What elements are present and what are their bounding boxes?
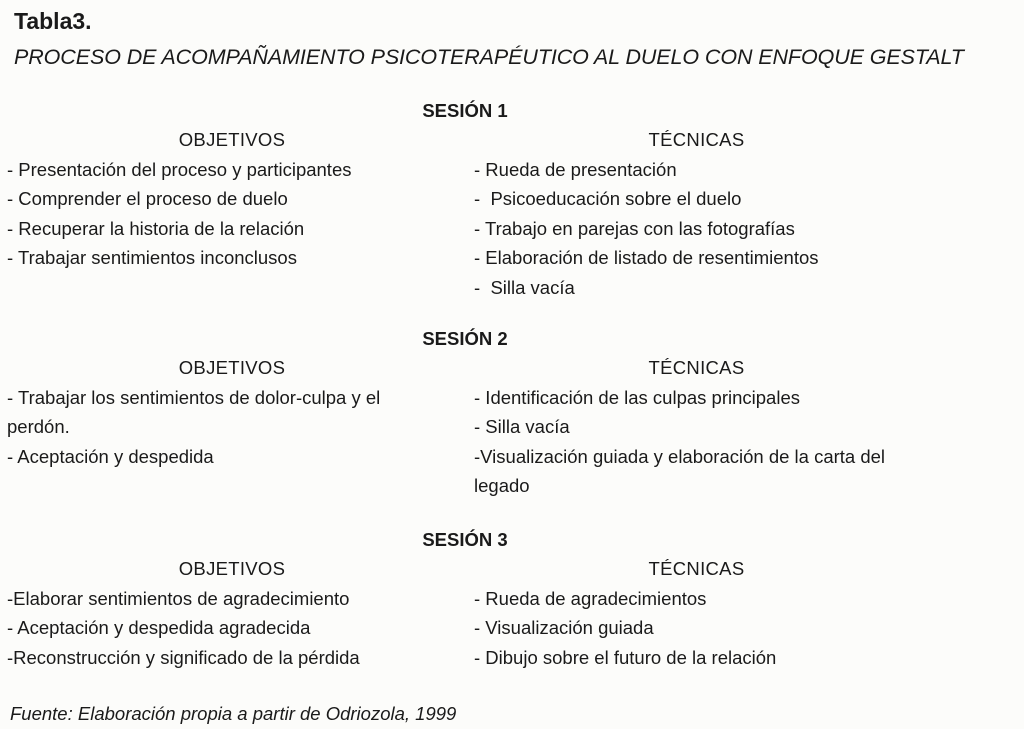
tecnica-item: - Rueda de presentación xyxy=(474,158,677,180)
objetivos-column xyxy=(7,554,447,672)
tecnica-item: - Psicoeducación sobre el duelo xyxy=(474,188,742,209)
tecnica-item: - Elaboración de listado de resentimientos xyxy=(474,247,819,268)
tecnicas-header: TÉCNICAS xyxy=(648,558,745,579)
tecnicas-column xyxy=(474,125,934,302)
objetivo-item: -Elaborar sentimientos de agradecimiento xyxy=(7,587,350,609)
objetivo-item: -Reconstrucción y significado de la pérdida xyxy=(7,646,360,668)
objetivo-item: - Comprender el proceso de duelo xyxy=(7,188,288,209)
tecnica-item: -Visualización guiada y elaboración de la carta del legado xyxy=(474,445,886,496)
table-title: Tabla3. xyxy=(14,8,92,34)
table-subtitle: PROCESO DE ACOMPAÑAMIENTO PSICOTERAPÉUTICO AL DUELO CON ENFOQUE GESTALT xyxy=(14,45,964,69)
objetivos-header: OBJETIVOS xyxy=(178,129,286,150)
objetivos-header: OBJETIVOS xyxy=(178,558,286,579)
session-heading: SESIÓN 2 xyxy=(422,328,508,349)
session-heading: SESIÓN 1 xyxy=(422,100,508,121)
tecnica-item: - Silla vacía xyxy=(474,276,575,298)
tecnicas-column xyxy=(474,353,934,501)
objetivo-item: - Aceptación y despedida xyxy=(7,445,214,467)
objetivos-header: OBJETIVOS xyxy=(178,357,286,378)
objetivos-column xyxy=(7,125,447,273)
objetivo-item: - Presentación del proceso y participantes xyxy=(7,158,352,180)
tecnica-item: - Rueda de agradecimientos xyxy=(474,587,707,609)
tecnica-item: - Silla vacía xyxy=(474,416,570,437)
tecnica-item: - Trabajo en parejas con las fotografías xyxy=(474,217,795,239)
tecnica-item: - Identificación de las culpas principales xyxy=(474,386,800,408)
objetivo-item: - Recuperar la historia de la relación xyxy=(7,217,305,239)
objetivos-column xyxy=(7,353,447,471)
tecnica-item: - Dibujo sobre el futuro de la relación xyxy=(474,646,777,668)
tecnicas-header: TÉCNICAS xyxy=(648,357,745,378)
tecnicas-header: TÉCNICAS xyxy=(648,129,745,150)
objetivo-item: - Trabajar los sentimientos de dolor-culpa y el perdón. xyxy=(7,386,381,437)
objetivo-item: - Trabajar sentimientos inconclusos xyxy=(7,247,297,268)
tecnicas-column xyxy=(474,554,934,672)
objetivo-item: - Aceptación y despedida agradecida xyxy=(7,617,311,638)
session-heading: SESIÓN 3 xyxy=(422,529,508,550)
source-footnote: Fuente: Elaboración propia a partir de Odriozola, 1999 xyxy=(10,703,457,724)
tecnica-item: - Visualización guiada xyxy=(474,617,654,638)
